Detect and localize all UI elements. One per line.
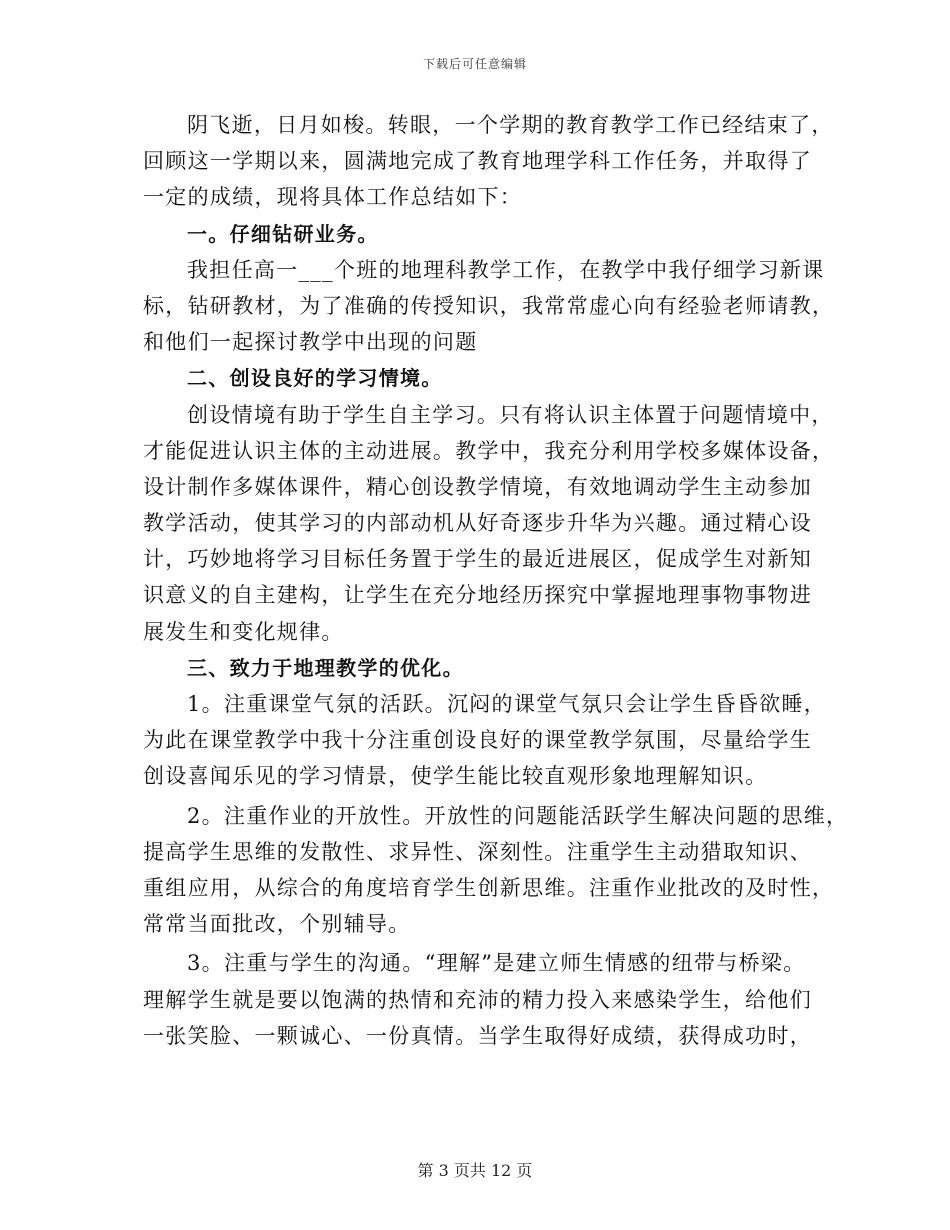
paragraph-line: 1。注重课堂气氛的活跃。沉闷的课堂气氛只会让学生昏昏欲睡， xyxy=(187,692,827,716)
document-body xyxy=(143,107,849,1054)
paragraph-line: 常常当面批改，个别辅导。 xyxy=(143,912,411,937)
paragraph-line: 我担任高一___个班的地理科教学工作，在教学中我仔细学习新课 xyxy=(187,257,825,282)
paragraph-line: 识意义的自主建构，让学生在充分地经历探究中掌握地理事物事物进 xyxy=(143,583,812,608)
paragraph-line: 教学活动，使其学习的内部动机从好奇逐步升华为兴趣。通过精心设 xyxy=(143,511,812,536)
paragraph-line: 为此在课堂教学中我十分注重创设良好的课堂教学氛围，尽量给学生 xyxy=(143,728,812,753)
paragraph-line: 提高学生思维的发散性、求异性、深刻性。注重学生主动猎取知识、 xyxy=(143,839,812,864)
paragraph-line: 阴飞逝，日月如梭。转眼，一个学期的教育教学工作已经结束了， xyxy=(187,113,834,137)
paragraph-line: 和他们一起探讨教学中出现的问题 xyxy=(143,330,478,355)
paragraph-line: 创设情境有助于学生自主学习。只有将认识主体置于问题情境中， xyxy=(187,402,834,427)
section-heading-1: 一。仔细钻研业务。 xyxy=(187,221,379,246)
paragraph-line: 重组应用，从综合的角度培育学生创新思维。注重作业批改的及时性， xyxy=(143,875,835,900)
paragraph-line: 一张笑脸、一颗诚心、一份真情。当学生取得好成绩，获得成功时， xyxy=(143,1023,812,1048)
paragraph-line: 计，巧妙地将学习目标任务置于学生的最近进展区，促成学生对新知 xyxy=(143,547,812,572)
section-heading-2: 二、创设良好的学习情境。 xyxy=(187,366,443,391)
paragraph-line: 回顾这一学期以来，圆满地完成了教育地理学科工作任务，并取得了 xyxy=(143,149,812,174)
paragraph-line: 展发生和变化规律。 xyxy=(143,619,344,644)
paragraph-line: 设计制作多媒体课件，精心创设教学情境，有效地调动学生主动参加 xyxy=(143,474,812,499)
page-footer-number: 第 3 页共 12 页 xyxy=(417,1161,533,1180)
paragraph-line: 创设喜闻乐见的学习情景，使学生能比较直观形象地理解知识。 xyxy=(143,764,768,789)
paragraph-line: 理解学生就是要以饱满的热情和充沛的精力投入来感染学生，给他们 xyxy=(143,987,812,1012)
paragraph-line: 3。注重与学生的沟通。“理解”是建立师生情感的纽带与桥梁。 xyxy=(187,951,806,976)
section-heading-3: 三、致力于地理教学的优化。 xyxy=(187,655,464,680)
paragraph-line: 才能促进认识主体的主动进展。教学中，我充分利用学校多媒体设备， xyxy=(143,438,835,463)
paragraph-line: 标，钻研教材，为了准确的传授知识，我常常虚心向有经验老师请教， xyxy=(143,293,835,318)
paragraph-line: 2。注重作业的开放性。开放性的问题能活跃学生解决问题的思维， xyxy=(187,803,849,828)
paragraph-line: 一定的成绩，现将具体工作总结如下： xyxy=(143,185,523,210)
page-header-note: 下载后可任意编辑 xyxy=(422,57,527,71)
